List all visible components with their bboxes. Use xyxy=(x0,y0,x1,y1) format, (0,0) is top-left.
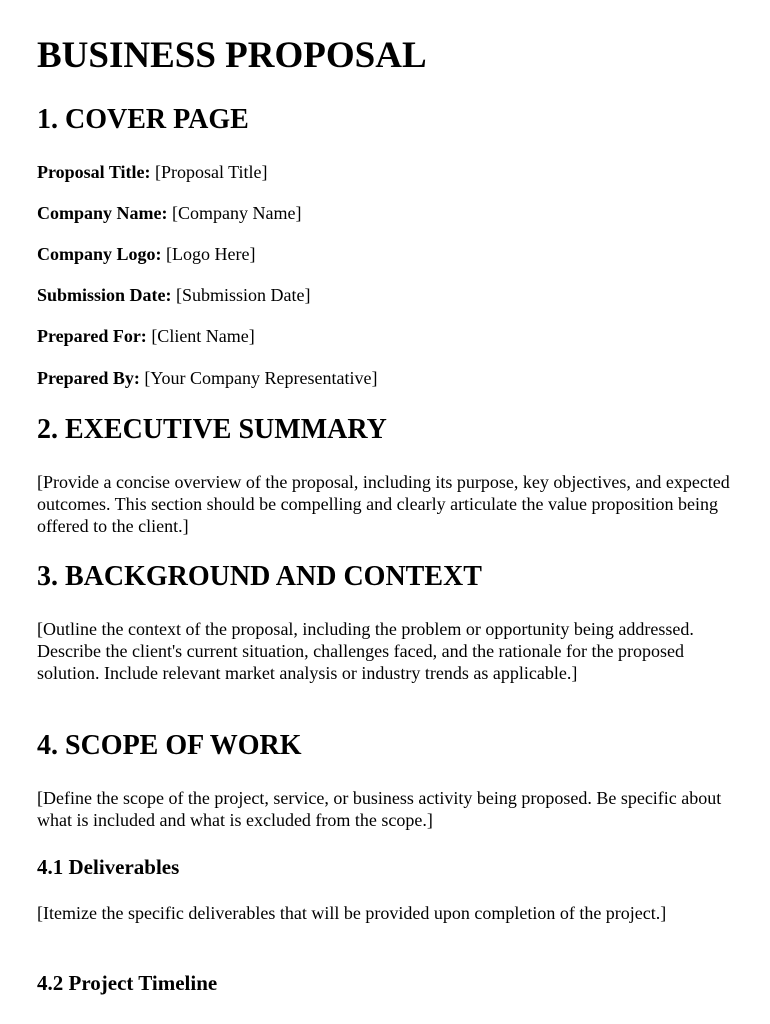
field-value: [Submission Date] xyxy=(176,285,311,305)
field-company-logo xyxy=(37,243,255,265)
scope-of-work-text: [Define the scope of the project, service, or business activity being proposed. Be specific about what is included and what is excluded from the scope.] xyxy=(37,788,722,830)
field-label: Submission Date: xyxy=(37,285,172,305)
field-prepared-by xyxy=(37,367,377,389)
field-value: [Proposal Title] xyxy=(155,162,268,182)
field-value: [Your Company Representative] xyxy=(144,368,378,388)
field-proposal-title xyxy=(37,161,268,183)
section-heading-scope-of-work: 4. SCOPE OF WORK xyxy=(37,730,302,761)
subsection-heading-project-timeline: 4.2 Project Timeline xyxy=(37,971,218,995)
field-label: Company Name: xyxy=(37,203,168,223)
field-label: Proposal Title: xyxy=(37,162,151,182)
field-value: [Client Name] xyxy=(151,326,255,346)
executive-summary-text: [Provide a concise overview of the proposal, including its purpose, key objectives, and expected outcomes. This section should be compelling and clearly articulate the value proposition being offered to the client.] xyxy=(37,472,730,536)
field-value: [Logo Here] xyxy=(166,244,256,264)
deliverables-text: [Itemize the specific deliverables that will be provided upon completion of the project.] xyxy=(37,903,667,923)
field-label: Company Logo: xyxy=(37,244,162,264)
field-prepared-for xyxy=(37,325,255,347)
field-company-name xyxy=(37,202,301,224)
section-heading-background: 3. BACKGROUND AND CONTEXT xyxy=(37,561,482,592)
field-label: Prepared For: xyxy=(37,326,147,346)
field-label: Prepared By: xyxy=(37,368,140,388)
field-submission-date xyxy=(37,284,311,306)
section-heading-cover-page: 1. COVER PAGE xyxy=(37,104,249,135)
field-value: [Company Name] xyxy=(172,203,302,223)
section-heading-executive-summary: 2. EXECUTIVE SUMMARY xyxy=(37,414,387,445)
subsection-heading-deliverables: 4.1 Deliverables xyxy=(37,855,180,879)
document-title: BUSINESS PROPOSAL xyxy=(37,35,427,76)
background-text: [Outline the context of the proposal, including the problem or opportunity being addressed. Describe the client's current situation, challenges faced, and the rationale for the proposed solution. Include relevant market analysis or industry trends as applicable.] xyxy=(37,619,694,683)
